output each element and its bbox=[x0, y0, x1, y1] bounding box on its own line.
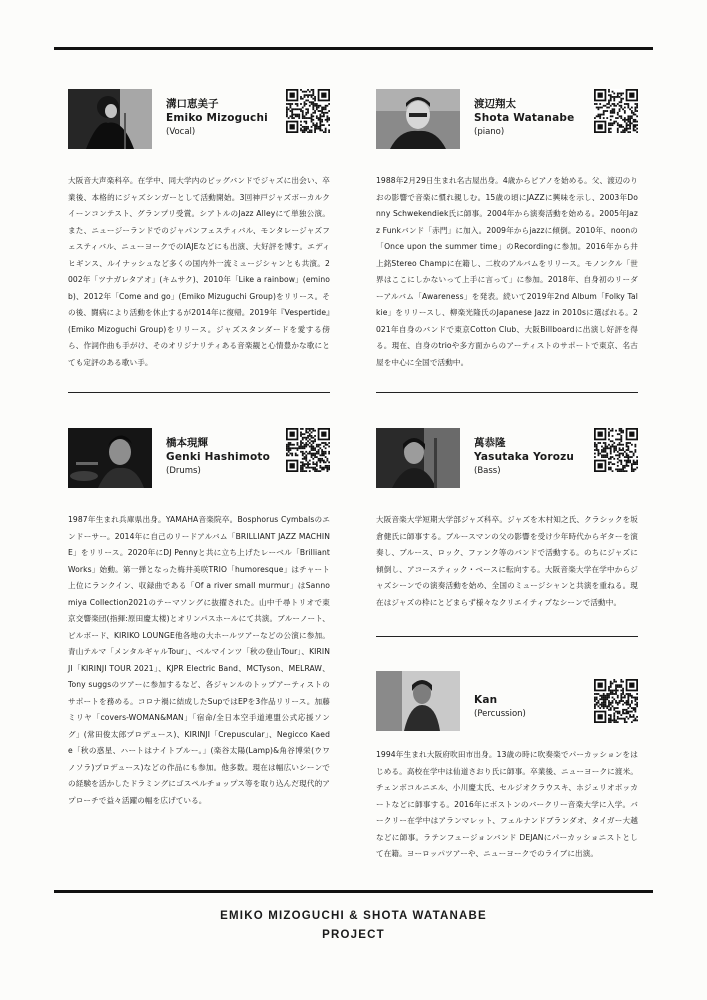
name-english: Kan bbox=[474, 694, 498, 706]
profile-shota-watanabe bbox=[376, 89, 638, 371]
portrait-photo bbox=[376, 671, 460, 731]
biography: 大阪音大声楽科卒。在学中、同大学内のビッグバンドでジャズに出会い、卒業後、本格的にジャズシンガーとして活動開始。3回神戸ジャズボーカルクイーンコンテスト、グランプリ受賞。シアトルのJazz Alleyにて単独公演。また、ニュージーランドでのジャパンフェスティバル、モンタレージャズフェスティバル、ニューヨークでのIAJEなどにも出演、大好評を博す。エディヒギンス、ルイナッシュなど多くの国内外一流ミュージシャンとも共演。2002年「ツナガレタアオ」(キムサク)、2010年「Like a rainbow」(eminob)、2012年「Come and go」(Emiko Mizuguchi Group)をリリース。その後、闘病により活動を休止するが2014年に復帰。2019年『Vespertide』(Emiko Mizoguchi Group)をリリース。ジャズスタンダードを愛する傍ら、作詞作曲も手がけ、そのオリジナリティある音楽観と心情豊かな歌にとても定評のある歌い手。 bbox=[68, 176, 330, 367]
biography: 1988年2月29日生まれ名古屋出身。4歳からピアノを始める。父、渡辺のりおの影響で音楽に慣れ親しむ。15歳の頃にJAZZに興味を示し、2003年Donny Schwekendiek氏に師事。2004年から演奏活動を始める。2005年Jazz Funkバンド「赤門」に加入。2009年からjazzに傾倒。2010年、noonの「Once upon the summer time」のRecordingに参加。2016年から井上銘Stereo Champに在籍し、二枚のアルバムをリリース。モノンクル「世界はここにしかないって上手に言って」に参加。2018年、自身初のリーダーアルバム「Awareness」を発表。続いて2019年2nd Album「Folky Talkie」をリリースし、柳楽光隆氏のJapanese Jazz in 2010sに選ばれる。2021年自身のバンドで東京Cotton Club、大阪Billboardに出演し好評を得る。現在、自身のtrioや多方面からのアーティストのサポートで東京、名古屋を中心に全国で活動中。 bbox=[376, 176, 638, 367]
portrait-photo bbox=[376, 89, 460, 149]
divider bbox=[376, 392, 638, 393]
instrument-label: (Drums) bbox=[166, 466, 201, 476]
project-title bbox=[0, 907, 707, 945]
name-japanese: 渡辺翔太 bbox=[474, 98, 516, 110]
bottom-rule bbox=[54, 890, 653, 893]
profile-emiko-mizoguchi bbox=[68, 89, 330, 371]
name-english: Emiko Mizoguchi bbox=[166, 112, 268, 124]
name-japanese: 橋本現輝 bbox=[166, 437, 208, 449]
profile-kan bbox=[376, 671, 638, 863]
top-rule bbox=[54, 47, 653, 50]
portrait-photo bbox=[376, 428, 460, 488]
name-english: Shota Watanabe bbox=[474, 112, 575, 124]
name-japanese: 萬恭隆 bbox=[474, 437, 506, 449]
instrument-label: (Vocal) bbox=[166, 127, 196, 137]
portrait-photo bbox=[68, 428, 152, 488]
profile-yasutaka-yorozu bbox=[376, 428, 638, 611]
qr-code-icon[interactable] bbox=[594, 679, 638, 723]
profile-genki-hashimoto bbox=[68, 428, 330, 809]
portrait-photo bbox=[68, 89, 152, 149]
divider bbox=[376, 636, 638, 637]
project-title-line2: PROJECT bbox=[322, 929, 385, 941]
name-japanese: 溝口恵美子 bbox=[166, 98, 219, 110]
project-title-line1: EMIKO MIZOGUCHI & SHOTA WATANABE bbox=[220, 910, 487, 922]
instrument-label: (piano) bbox=[474, 127, 505, 137]
biography: 大阪音楽大学短期大学部ジャズ科卒。ジャズを木村知之氏、クラシックを坂倉健氏に師事する。ブルースマンの父の影響を受け少年時代からギターを演奏し、ブルース、ロック、ファンク等のバンドで活動する。のちにジャズに傾倒し、アコースティック・ベースに転向する。大阪音楽大学在学中からジャズシーンでの演奏活動を始め、全国のミュージシャンと共演を重ねる。現在はジャズの枠にとどまらず様々なクリエイティブなシーンで活動中。 bbox=[376, 515, 638, 607]
biography: 1994年生まれ大阪府吹田市出身。13歳の時に吹奏楽でパーカッションをはじめる。高校在学中は仙道さおり氏に師事。卒業後、ニューヨークに渡米。チェンボコルニエル、小川慶太氏、セルジオクラウスキ、ホジェリオボッカートなどに師事する。2016年にボストンのバークリー音楽大学に入学。バークリー在学中はアランマレット、フェルナンドブランダオ、タイガー大越などに師事。ラテンフュージョンバンド DEJANにパーカッショニストとして在籍。ヨーロッパツアーや、ニューヨークでのライブに出演。 bbox=[376, 750, 638, 858]
name-english: Genki Hashimoto bbox=[166, 451, 271, 463]
qr-code-icon[interactable] bbox=[286, 89, 330, 133]
divider bbox=[68, 392, 330, 393]
qr-code-icon[interactable] bbox=[594, 89, 638, 133]
biography: 1987年生まれ兵庫県出身。YAMAHA音楽院卒。Bosphorus Cymbalsのエンドーサー。2014年に自己のリードアルバム「BRILLIANT JAZZ MACHINE」をリリース。2020年にDJ Pennyと共に立ち上げたレーベル「Brilliant Works」始動。第一弾となった梅井美咲TRIO「humoresque」はチャート上位にランクイン、収録曲である「Of a river small murmur」はSannomiya Collection2021のテーマソングに抜擢された。山中千尋トリオで東京交響楽団(指揮:原田慶太楼)とオリンパスホールにて共演。ブルーノート、ビルボード、KIRIKO LOUNGE他各地の大ホールツアーなどの公演に参加。青山テルマ「メンタルギャルTour」、ベルマインツ「秋の登山Tour」、KIRINJI「KIRINJI TOUR 2021」、KJPR Electric Band、MCTyson、MELRAW、Tony suggsのツアーに参加するなど、各ジャンルのトップアーティストのサポートを務める。コロナ禍に結成したSupではEPを3作品リリース。加藤ミリヤ「covers-WOMAN&MAN」「宿命/全日本空手道連盟公式応援ソング」(常田俊太郎プロデュース)、KIRINJI「Crepuscular」、Negicco Kaede「秋の惑星、ハートはナイトブルー。」(楽谷太陽(Lamp)&角谷博栄(ウワノソラ)プロデュース)などの作品にも参加。他多数。現在は幅広いシーンでの経験を活かしたドラミングにゴスペルチョップス等を取り込んだ現代的アプローチで益々活躍の幅を広げている。 bbox=[68, 515, 330, 805]
instrument-label: (Percussion) bbox=[474, 709, 526, 719]
qr-code-icon[interactable] bbox=[286, 428, 330, 472]
instrument-label: (Bass) bbox=[474, 466, 501, 476]
name-english: Yasutaka Yorozu bbox=[474, 451, 575, 463]
qr-code-icon[interactable] bbox=[594, 428, 638, 472]
